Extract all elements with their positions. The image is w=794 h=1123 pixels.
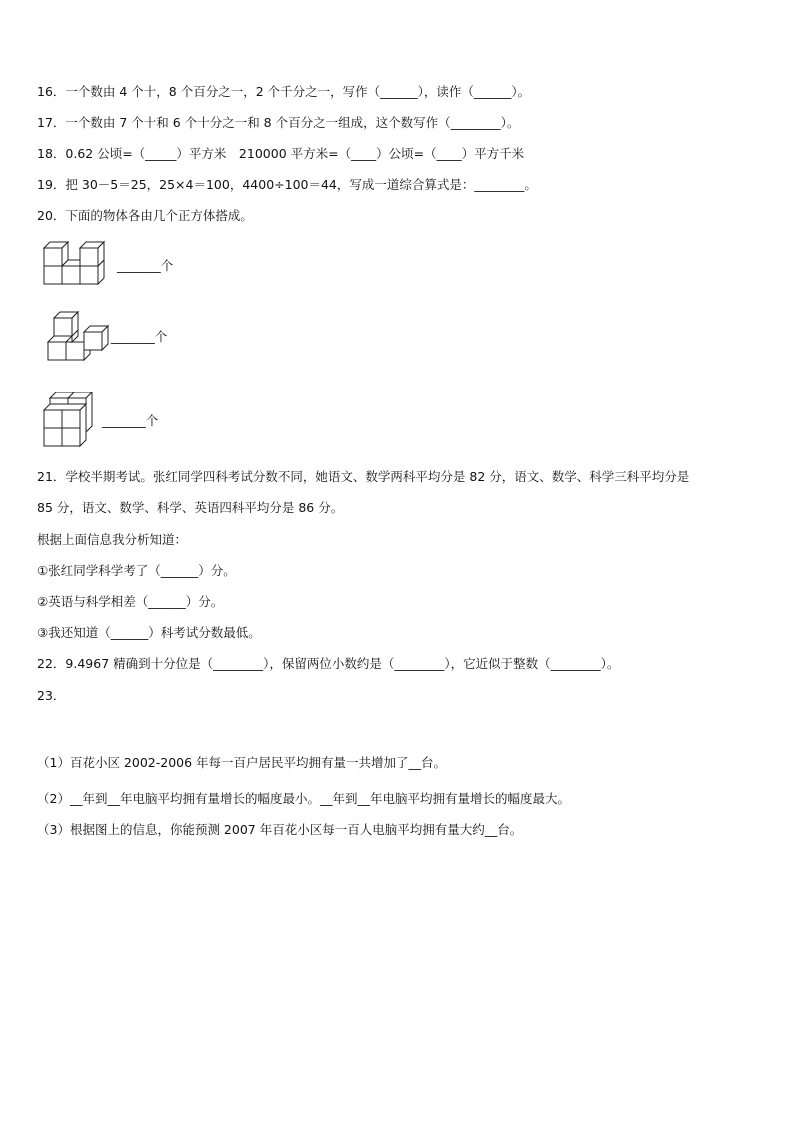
question-21-sub-2: ②英语与科学相差（______）分。: [37, 594, 224, 609]
question-23-sub-2: （2）__年到__年电脑平均拥有量增长的幅度最小。__年到__年电脑平均拥有量增长的幅度最大。: [37, 791, 570, 806]
question-21-line-2: 85 分，语文、数学、科学、英语四科平均分是 86 分。: [37, 500, 344, 515]
question-21-intro: 根据上面信息我分析知道：: [37, 532, 188, 547]
question-20-stem: 20．下面的物体各由几个正方体搭成。: [37, 208, 253, 223]
figure-2-answer-blank: _______个: [111, 329, 168, 344]
figure-3-answer-blank: _______个: [102, 413, 159, 428]
question-21-sub-1: ①张红同学科学考了（______）分。: [37, 563, 236, 578]
cube-stack-figure-3-icon: [40, 392, 104, 448]
question-16: 16．一个数由 4 个十，8 个百分之一，2 个千分之一，写作（______），读作（______）。: [37, 84, 531, 99]
question-19: 19．把 30－5＝25，25×4＝100，4400÷100＝44，写成一道综合算式是：________。: [37, 177, 537, 192]
figure-1-answer-blank: _______个: [117, 258, 174, 273]
question-18: 18．0.62 公顷=（_____）平方米 210000 平方米=（____）公顷=（____）平方千米: [37, 146, 525, 161]
question-23-sub-1: （1）百花小区 2002-2006 年每一百户居民平均拥有量一共增加了__台。: [37, 755, 447, 770]
question-22: 22．9.4967 精确到十分位是（________），保留两位小数约是（________），它近似于整数（________）。: [37, 656, 620, 671]
cube-stack-figure-1-icon: [40, 238, 112, 286]
question-23-sub-3: （3）根据图上的信息，你能预测 2007 年百花小区每一百人电脑平均拥有量大约__台。: [37, 822, 523, 837]
cube-stack-figure-2-icon: [40, 306, 112, 364]
question-21-line-1: 21．学校半期考试。张红同学四科考试分数不同，她语文、数学两科平均分是 82 分，语文、数学、科学三科平均分是: [37, 469, 690, 484]
question-17: 17．一个数由 7 个十和 6 个十分之一和 8 个百分之一组成，这个数写作（________）。: [37, 115, 520, 130]
question-21-sub-3: ③我还知道（______）科考试分数最低。: [37, 625, 261, 640]
question-23-number: 23．: [37, 688, 66, 703]
